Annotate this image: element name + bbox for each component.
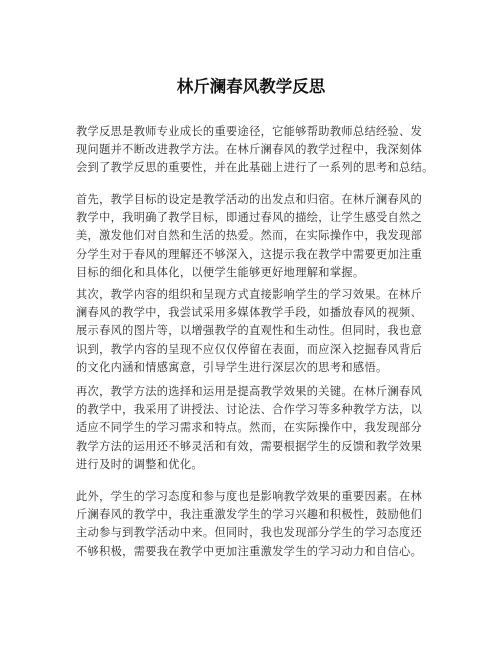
page-title: 林斤澜春风教学反思: [176, 77, 326, 96]
paragraph-line: 斤澜春风的教学中，我注重激发学生的学习兴趣和积极性，鼓励他们: [76, 508, 423, 522]
paragraph-line: 教学方法的运用还不够灵活和有效，需要根据学生的反馈和教学效果: [76, 439, 423, 453]
paragraph-line: 的文化内涵和情感寓意，引导学生进行深层次的思考和感悟。: [76, 360, 388, 374]
paragraph-5: [76, 488, 436, 561]
paragraph-line: 现问题并不断改进教学方法。在林斤澜春风的教学过程中，我深刻体: [76, 143, 423, 157]
paragraph-line: 其次，教学内容的组织和呈现方式直接影响学生的学习效果。在林斤: [76, 288, 423, 301]
paragraph-line: 识到，教学内容的呈现不应仅仅停留在表面，而应深入挖掘春风背后: [76, 342, 423, 356]
paragraph-line: 分学生对于春风的理解还不够深入，这提示我在教学中需要更加注重: [76, 247, 423, 261]
paragraph-3: [76, 286, 436, 377]
paragraph-2: [76, 191, 436, 282]
paragraph-4: [76, 383, 436, 474]
paragraph-line: 展示春风的图片等，以增强教学的直观性和生动性。但同时，我也意: [76, 324, 423, 338]
paragraph-line: 再次，教学方法的选择和运用是提高教学效果的关键。在林斤澜春风: [76, 385, 423, 398]
paragraph-line: 适应不同学生的学习需求和特点。然而，在实际操作中，我发现部分: [76, 421, 423, 435]
paragraph-1: [76, 123, 436, 178]
paragraph-line: 此外，学生的学习态度和参与度也是影响教学效果的重要因素。在林: [76, 490, 423, 503]
paragraph-line: 的教学中，我采用了讲授法、讨论法、合作学习等多种教学方法，以: [76, 403, 423, 417]
paragraph-line: 首先，教学目标的设定是教学活动的出发点和归宿。在林斤澜春风的: [76, 193, 423, 206]
paragraph-line: 教学中，我明确了教学目标，即通过春风的描绘，让学生感受自然之: [76, 211, 423, 225]
paragraph-line: 主动参与到教学活动中来。但同时，我也发现部分学生的学习态度还: [76, 526, 423, 540]
paragraph-line: 会到了教学反思的重要性，并在此基础上进行了一系列的思考和总结。: [76, 161, 434, 175]
paragraph-line: 不够积极，需要我在教学中更加注重激发学生的学习动力和自信心。: [76, 544, 423, 558]
paragraph-line: 进行及时的调整和优化。: [76, 457, 203, 471]
paragraph-line: 澜春风的教学中，我尝试采用多媒体教学手段，如播放春风的视频、: [76, 306, 423, 320]
paragraph-line: 教学反思是教师专业成长的重要途径，它能够帮助教师总结经验、发: [76, 125, 423, 138]
paragraph-line: 目标的细化和具体化，以便学生能够更好地理解和掌握。: [76, 265, 365, 279]
paragraph-line: 美，激发他们对自然和生活的热爱。然而，在实际操作中，我发现部: [76, 229, 423, 243]
